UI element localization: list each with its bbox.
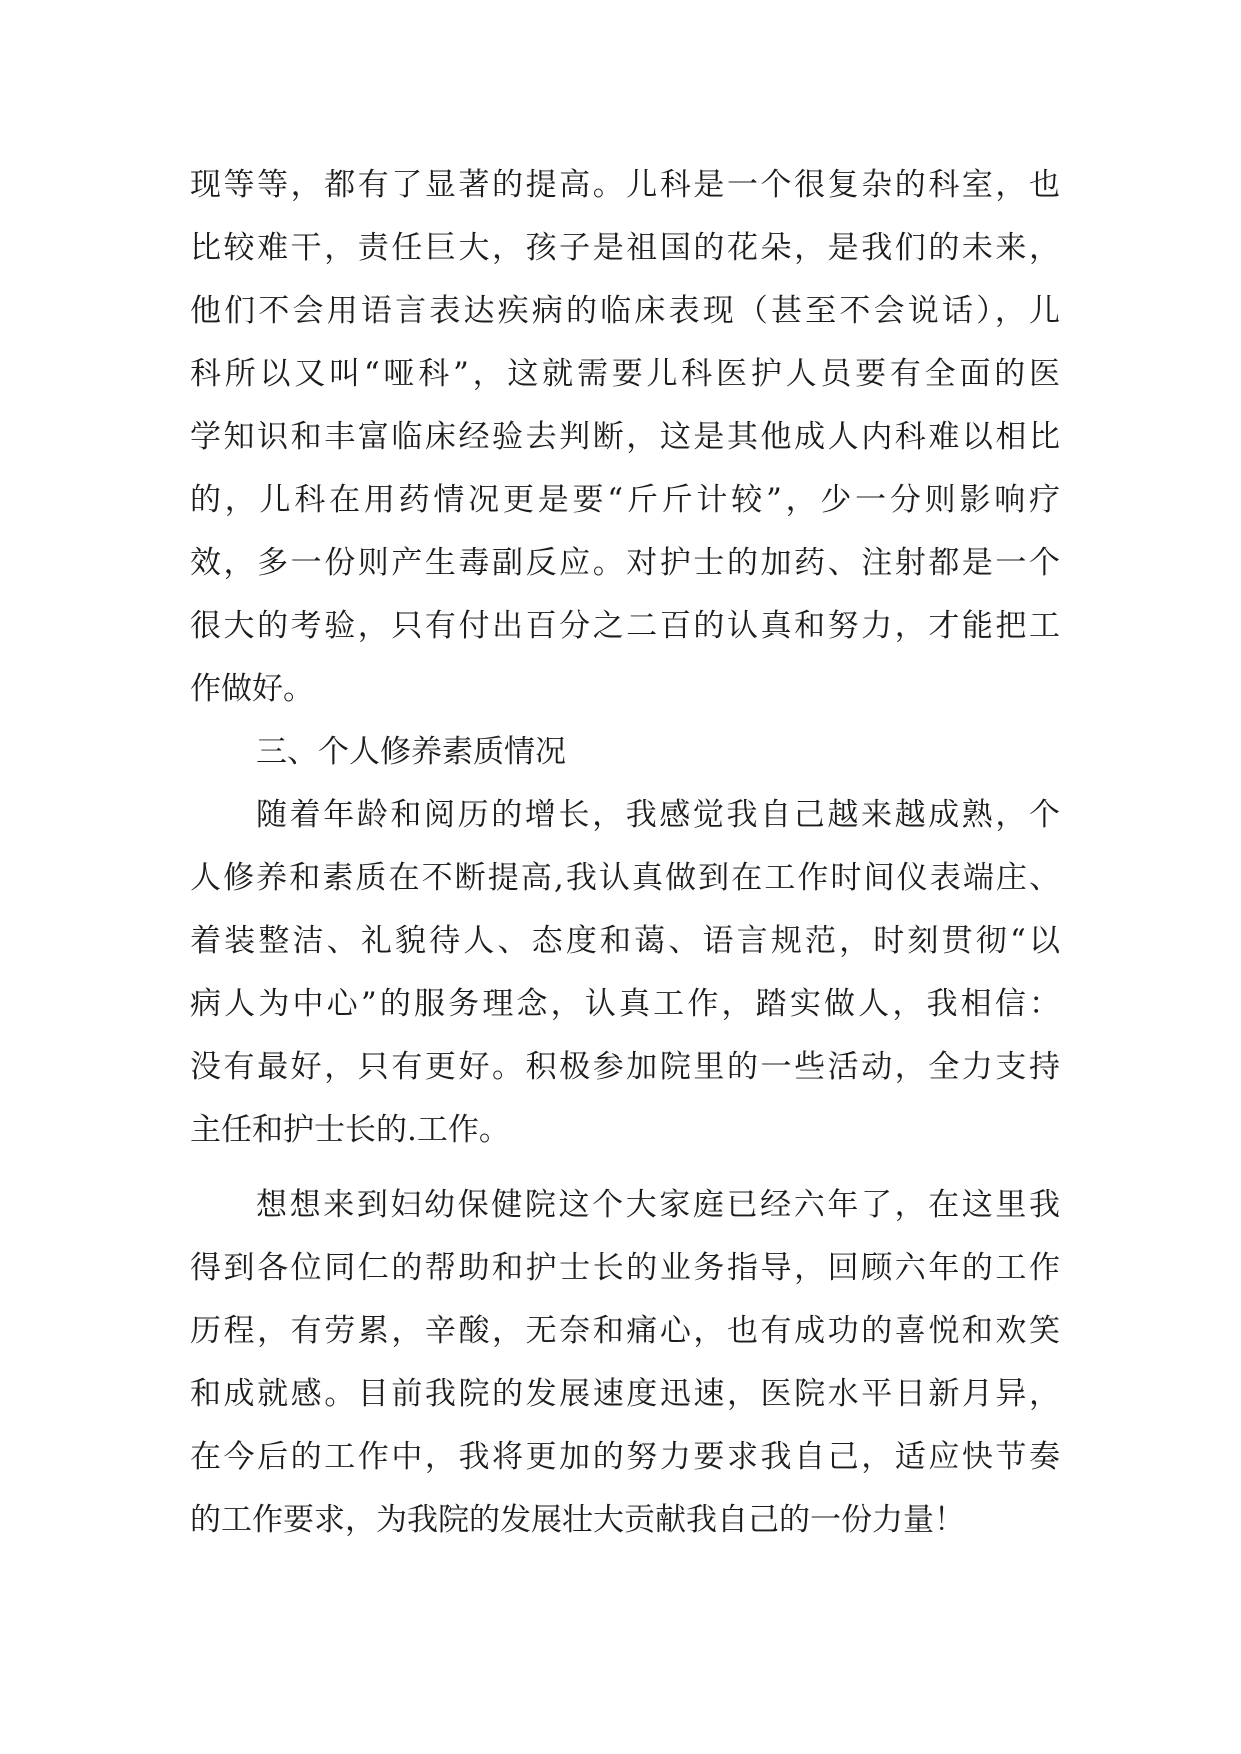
paragraph-line: 历程，有劳累，辛酸，无奈和痛心，也有成功的喜悦和欢笑 (190, 1313, 1060, 1349)
paragraph-line: 想想来到妇幼保健院这个大家庭已经六年了，在这里我 (256, 1187, 1060, 1223)
section-heading: 三、个人修养素质情况 (256, 734, 566, 770)
paragraph-line: 得到各位同仁的帮助和护士长的业务指导，回顾六年的工作 (190, 1250, 1060, 1286)
paragraph-line: 在今后的工作中，我将更加的努力要求我自己，适应快节奏 (190, 1439, 1060, 1475)
paragraph-line: 的工作要求，为我院的发展壮大贡献我自己的一份力量！ (190, 1502, 965, 1538)
paragraph-gap (190, 1162, 1060, 1174)
paragraph-line: 科所以又叫“哑科”，这就需要儿科医护人员要有全面的医 (190, 356, 1060, 392)
paragraph-line: 主任和护士长的.工作。 (190, 1112, 510, 1148)
paragraph-line: 他们不会用语言表达疾病的临床表现（甚至不会说话），儿 (190, 293, 1060, 329)
body-text (190, 154, 1060, 1552)
paragraph-line: 没有最好，只有更好。积极参加院里的一些活动，全力支持 (190, 1049, 1060, 1085)
paragraph-line: 随着年龄和阅历的增长，我感觉我自己越来越成熟，个 (256, 797, 1060, 833)
paragraph-line: 比较难干，责任巨大，孩子是祖国的花朵，是我们的未来， (190, 230, 1060, 266)
paragraph-line: 作做好。 (190, 671, 314, 707)
paragraph-line: 很大的考验，只有付出百分之二百的认真和努力，才能把工 (190, 608, 1060, 644)
paragraph-line: 效，多一份则产生毒副反应。对护士的加药、注射都是一个 (190, 545, 1060, 581)
paragraph-line: 人修养和素质在不断提高,我认真做到在工作时间仪表端庄、 (190, 860, 1060, 896)
paragraph-line: 病人为中心”的服务理念，认真工作，踏实做人，我相信： (190, 986, 1060, 1022)
paragraph-line: 现等等，都有了显著的提高。儿科是一个很复杂的科室，也 (190, 167, 1060, 203)
paragraph-line: 着装整洁、礼貌待人、态度和蔼、语言规范，时刻贯彻“以 (190, 923, 1060, 959)
paragraph-line: 的，儿科在用药情况更是要“斤斤计较”，少一分则影响疗 (190, 482, 1060, 518)
paragraph-line: 和成就感。目前我院的发展速度迅速，医院水平日新月异， (190, 1376, 1060, 1412)
paragraph-line: 学知识和丰富临床经验去判断，这是其他成人内科难以相比 (190, 419, 1060, 455)
